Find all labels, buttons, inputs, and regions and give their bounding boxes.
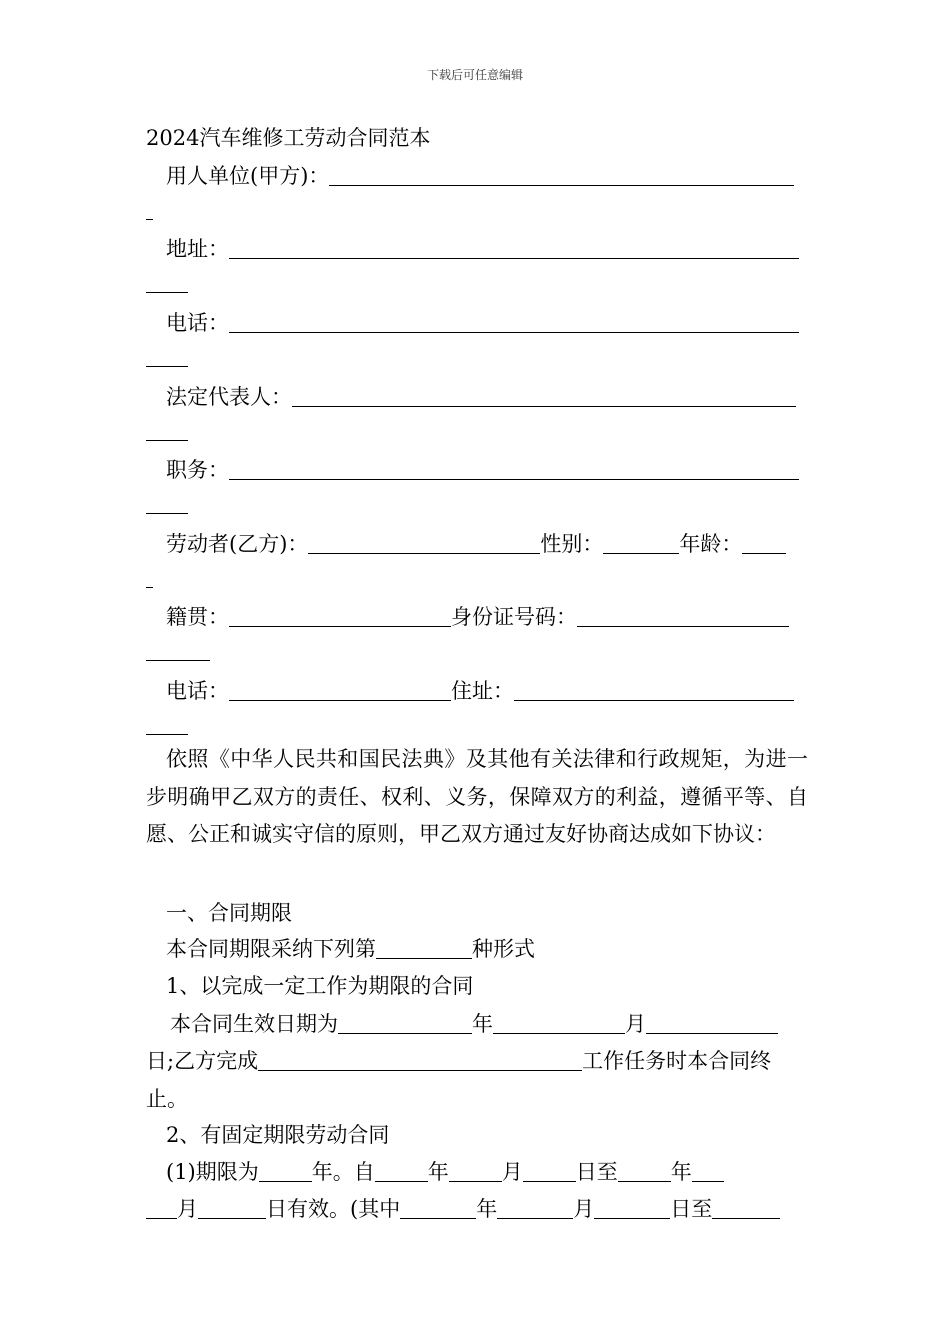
task-blank[interactable]: [258, 1050, 582, 1071]
page-header: 下载后可任意编辑: [426, 68, 523, 82]
id-label: 身份证号码：: [451, 605, 577, 629]
sub-to-blank[interactable]: [712, 1198, 780, 1219]
to-month-blank[interactable]: [692, 1161, 724, 1182]
native-label: 籍贯：: [166, 605, 229, 629]
document-title: 2024汽车维修工劳动合同范本: [146, 126, 431, 150]
month-label: 月: [501, 1160, 523, 1184]
fixed-from-label: 年。自: [311, 1160, 375, 1184]
id-blank-cont: [146, 639, 210, 663]
term-choice-label: 本合同期限采纳下列第: [166, 937, 376, 961]
address-blank[interactable]: [229, 238, 799, 259]
phone1-blank[interactable]: [229, 312, 799, 333]
age-blank[interactable]: [742, 533, 786, 554]
blank-cont[interactable]: [146, 493, 188, 514]
employer-blank-cont: [146, 198, 153, 222]
id-blank[interactable]: [577, 606, 789, 627]
blank-cont[interactable]: [146, 714, 188, 735]
from-month-blank[interactable]: [449, 1161, 502, 1182]
term-choice-row: [166, 933, 535, 963]
worker-blank-cont: [146, 566, 153, 590]
day-label: 日;乙方完成: [146, 1049, 259, 1073]
residence-blank[interactable]: [514, 680, 794, 701]
to-month-blank-cont[interactable]: [146, 1198, 177, 1219]
term-choice-suffix: 种形式: [472, 937, 535, 961]
effective-year-blank[interactable]: [338, 1013, 472, 1034]
phone1-blank-cont: [146, 345, 188, 369]
position-row: [166, 454, 799, 484]
blank-cont[interactable]: [146, 272, 188, 293]
effective-month-blank[interactable]: [493, 1013, 625, 1034]
address-row: [166, 233, 799, 263]
effective-row: [170, 1008, 778, 1038]
effective-label: 本合同生效日期为: [170, 1012, 338, 1036]
phone1-row: [166, 307, 799, 337]
item-1: 1、以完成一定工作为期限的合同: [166, 974, 474, 998]
worker-row: [166, 528, 786, 558]
month-label: 月: [573, 1197, 595, 1221]
task-suffix: 工作任务时本合同终: [582, 1049, 772, 1073]
position-blank-cont: [146, 492, 188, 516]
effective-day-blank[interactable]: [646, 1013, 778, 1034]
valid-label: 日有效。(其中: [266, 1197, 401, 1221]
blank-cont[interactable]: [146, 640, 210, 661]
year-label: 年: [427, 1160, 449, 1184]
year-label: 年: [476, 1197, 498, 1221]
effective-row-2: [146, 1045, 771, 1075]
effective-end: 止。: [146, 1087, 188, 1111]
employer-blank[interactable]: [329, 165, 794, 186]
employer-label: 用人单位(甲方)：: [166, 164, 330, 188]
position-blank[interactable]: [229, 459, 799, 480]
native-row: [166, 601, 789, 631]
legal-rep-blank-cont: [146, 419, 188, 443]
term-choice-blank[interactable]: [376, 938, 472, 959]
address-blank-cont: [146, 271, 188, 295]
to-day-blank[interactable]: [198, 1198, 266, 1219]
phone1-label: 电话：: [166, 311, 229, 335]
month-label: 月: [177, 1197, 198, 1221]
sub-day-blank[interactable]: [594, 1198, 670, 1219]
to-label: 日至: [575, 1160, 618, 1184]
legal-rep-blank[interactable]: [292, 386, 796, 407]
fixed-years-blank[interactable]: [259, 1161, 312, 1182]
native-blank[interactable]: [229, 606, 451, 627]
blank-cont[interactable]: [146, 567, 153, 588]
item-2: 2、有固定期限劳动合同: [166, 1123, 390, 1147]
residence-label: 住址：: [451, 679, 514, 703]
fixed-term-row: [166, 1156, 724, 1186]
phone2-blank[interactable]: [229, 680, 451, 701]
phone2-label: 电话：: [166, 679, 229, 703]
gender-blank[interactable]: [603, 533, 679, 554]
address-label: 地址：: [166, 237, 229, 261]
gender-label: 性别：: [540, 532, 604, 556]
age-label: 年龄：: [679, 532, 743, 556]
position-label: 职务：: [166, 458, 229, 482]
phone2-row: [166, 675, 794, 705]
from-year-blank[interactable]: [375, 1161, 428, 1182]
to-label: 日至: [670, 1197, 713, 1221]
blank-cont[interactable]: [146, 346, 188, 367]
worker-label: 劳动者(乙方)：: [166, 532, 309, 556]
year-label: 年: [670, 1160, 692, 1184]
fixed-term-row-2: [146, 1193, 780, 1223]
from-day-blank[interactable]: [523, 1161, 576, 1182]
intro-paragraph: 依照《中华人民共和国民法典》及其他有关法律和行政规矩，为进一步明确甲乙双方的责任、权利、义务，保障双方的利益，遵循平等、自愿、公正和诚实守信的原则，甲乙双方通过友好协商达成如下协议：: [146, 747, 808, 846]
residence-blank-cont: [146, 713, 188, 737]
blank-cont[interactable]: [146, 420, 188, 441]
month-label: 月: [625, 1012, 646, 1036]
to-year-blank[interactable]: [618, 1161, 671, 1182]
worker-blank[interactable]: [308, 533, 540, 554]
employer-row: [166, 160, 794, 190]
sub-year-blank[interactable]: [400, 1198, 476, 1219]
legal-rep-label: 法定代表人：: [166, 385, 292, 409]
year-label: 年: [472, 1012, 493, 1036]
fixed-term-label: (1)期限为: [166, 1160, 259, 1184]
legal-rep-row: [166, 381, 796, 411]
sub-month-blank[interactable]: [497, 1198, 573, 1219]
blank-cont[interactable]: [146, 199, 153, 220]
section-1-heading: 一、合同期限: [166, 901, 292, 925]
